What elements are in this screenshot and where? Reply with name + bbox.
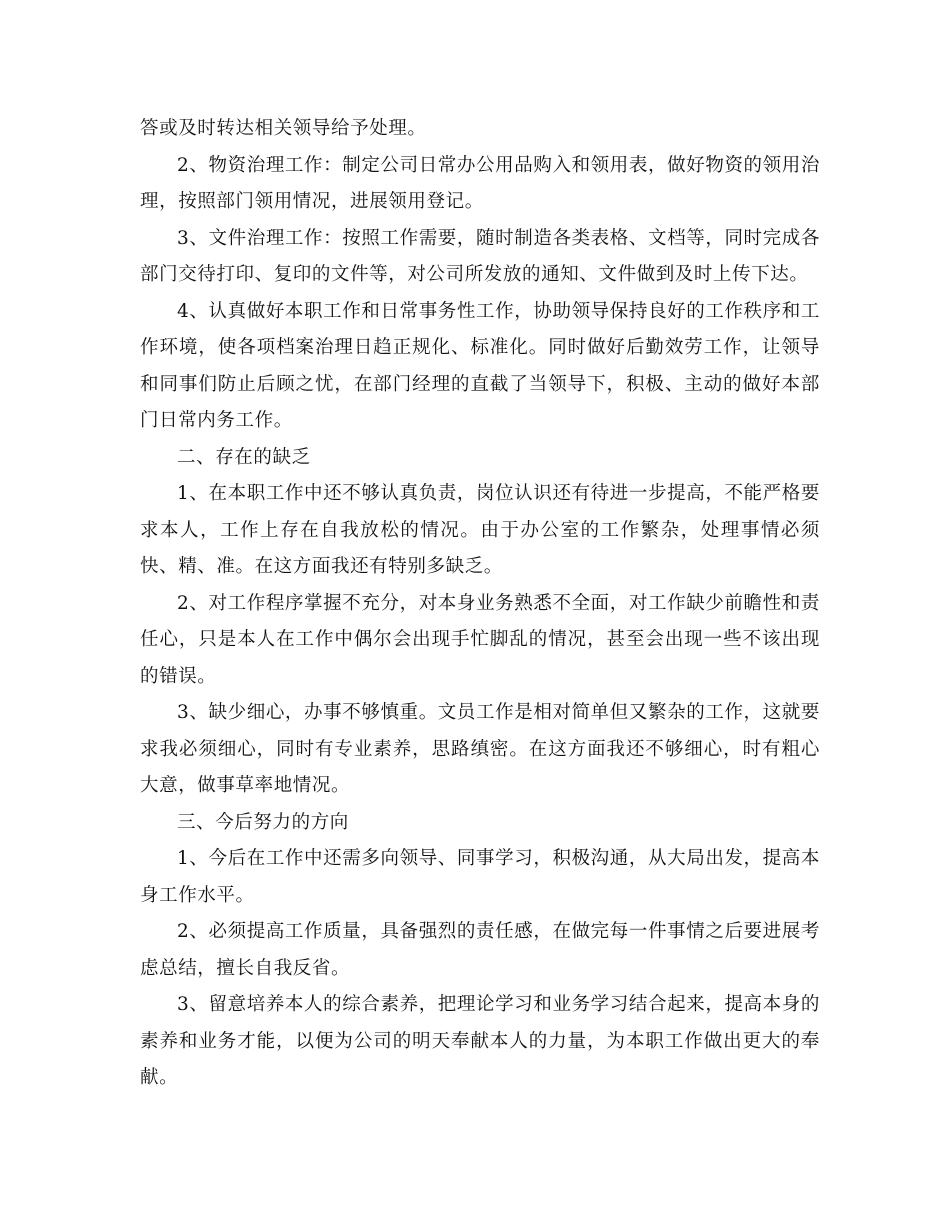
paragraph-future-2: 2、必须提高工作质量，具备强烈的责任感，在做完每一件事情之后要进展考虑总结，擅长自我反省。 (140, 921, 820, 979)
paragraph-shortcoming-2: 2、对工作程序掌握不充分，对本身业务熟悉不全面，对工作缺少前瞻性和责任心，只是本人在工作中偶尔会出现手忙脚乱的情况，甚至会出现一些不该出现的错误。 (140, 592, 820, 687)
paragraph-future-3: 3、留意培养本人的综合素养，把理论学习和业务学习结合起来，提高本身的素养和业务才能，以便为公司的明天奉献本人的力量，为本职工作做出更大的奉献。 (140, 994, 820, 1088)
paragraph-future-1: 1、今后在工作中还需多向领导、同事学习，积极沟通，从大局出发，提高本身工作水平。 (140, 848, 820, 906)
section-heading-shortcomings: 二、存在的缺乏 (177, 446, 311, 468)
paragraph-item-files: 3、文件治理工作：按照工作需要，随时制造各类表格、文档等，同时完成各部门交待打印、复印的文件等，对公司所发放的通知、文件做到及时上传下达。 (140, 227, 820, 285)
paragraph-item-duties: 4、认真做好本职工作和日常事务性工作，协助领导保持良好的工作秩序和工作环境，使各项档案治理日趋正规化、标准化。同时做好后勤效劳工作，让领导和同事们防止后顾之忧，在部门经理的直截了当领导下，积极、主动的做好本部门日常内务工作。 (140, 300, 820, 431)
paragraph-continuation: 答或及时转达相关领导给予处理。 (140, 118, 427, 139)
paragraph-item-materials: 2、物资治理工作：制定公司日常办公用品购入和领用表，做好物资的领用治理，按照部门领用情况，进展领用登记。 (140, 154, 820, 212)
document-body (140, 111, 820, 1097)
paragraph-shortcoming-3: 3、缺少细心，办事不够慎重。文员工作是相对简单但又繁杂的工作，这就要求我必须细心，同时有专业素养，思路缜密。在这方面我还不够细心，时有粗心大意，做事草率地情况。 (140, 702, 820, 796)
paragraph-shortcoming-1: 1、在本职工作中还不够认真负责，岗位认识还有待进一步提高，不能严格要求本人，工作上存在自我放松的情况。由于办公室的工作繁杂，处理事情必须快、精、准。在这方面我还有特别多缺乏。 (140, 483, 820, 577)
section-heading-future: 三、今后努力的方向 (177, 811, 349, 833)
